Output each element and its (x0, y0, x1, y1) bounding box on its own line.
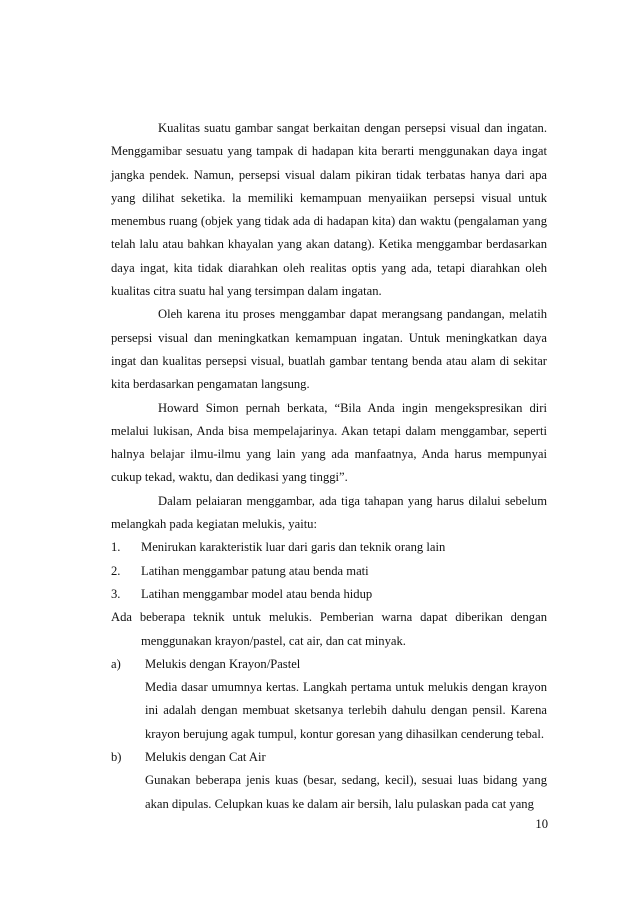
technique-marker: a) (111, 656, 121, 671)
body-text (111, 117, 547, 816)
list-number: 1. (111, 540, 121, 555)
paragraph-howard-simon-quote: Howard Simon pernah berkata, “Bila Anda ingin mengekspresikan diri melalui lukisan, Anda bisa mempelajarinya. Akan tetapi dalam menggambar, seperti halnya belajar ilmu-ilmu yang lain yang ada manfaatnya, Anda harus mempunyai cukup tekad, waktu, dan dedikasi yang tinggi”. (111, 400, 547, 485)
list-number: 2. (111, 563, 121, 578)
technique-body: Gunakan beberapa jenis kuas (besar, sedang, kecil), sesuai luas bidang yang akan dipulas. Celupkan kuas ke dalam air bersih, lalu pulaskan pada cat yang (145, 773, 547, 811)
paragraph-visual-memory: Kualitas suatu gambar sangat berkaitan dengan persepsi visual dan ingatan. Menggamibar sesuatu yang tampak di hadapan kita berarti menggunakan daya ingat jangka pendek. Namun, persepsi visual dalam pikiran tidak terbatas hanya dari apa yang dilihat seketika. la memiliki kemampuan menyaiikan persepsi visual untuk menembus ruang (objek yang tidak ada di hadapan kita) dan waktu (pengalaman yang telah lalu atau bahkan khayalan yang akan datang). Ketika menggambar berdasarkan daya ingat, kita tidak diarahkan oleh realitas optis yang ada, tetapi diarahkan oleh kualitas citra suatu hal yang tersimpan dalam ingatan. (111, 121, 547, 299)
list-number: 3. (111, 586, 121, 601)
paragraph-techniques-intro: Ada beberapa teknik untuk melukis. Pemberian warna dapat diberikan dengan menggunakan krayon/pastel, cat air, dan cat minyak. (111, 610, 547, 648)
list-item (111, 560, 547, 583)
technique-title: Melukis dengan Cat Air (145, 750, 266, 765)
list-text: Menirukan karakteristik luar dari garis dan teknik orang lain (141, 540, 446, 555)
technique-title: Melukis dengan Krayon/Pastel (145, 656, 301, 671)
technique-marker: b) (111, 750, 122, 765)
stages-list (111, 536, 547, 606)
technique-watercolor (111, 746, 547, 816)
list-item (111, 583, 547, 606)
technique-crayon (111, 653, 547, 746)
paragraph-drawing-process: Oleh karena itu proses menggambar dapat merangsang pandangan, melatih persepsi visual dan meningkatkan kemampuan ingatan. Untuk meningkatkan daya ingat dan kualitas persepsi visual, buatlah gambar tentang benda atau alam di sekitar kita berdasarkan pengamatan langsung. (111, 307, 547, 392)
list-text: Latihan menggambar patung atau benda mati (141, 563, 369, 578)
list-text: Latihan menggambar model atau benda hidup (141, 586, 373, 601)
paragraph-drawing-stages: Dalam pelaiaran menggambar, ada tiga tahapan yang harus dilalui sebelum melangkah pada kegiatan melukis, yaitu: (111, 493, 547, 532)
technique-body: Media dasar umumnya kertas. Langkah pertama untuk melukis dengan krayon ini adalah dengan membuat sketsanya terlebih dahulu dengan pensil. Karena krayon berujung agak tumpul, kontur goresan yang dihasilkan cenderung tebal. (145, 680, 547, 741)
list-item (111, 536, 547, 559)
page-number: 10 (535, 817, 548, 831)
